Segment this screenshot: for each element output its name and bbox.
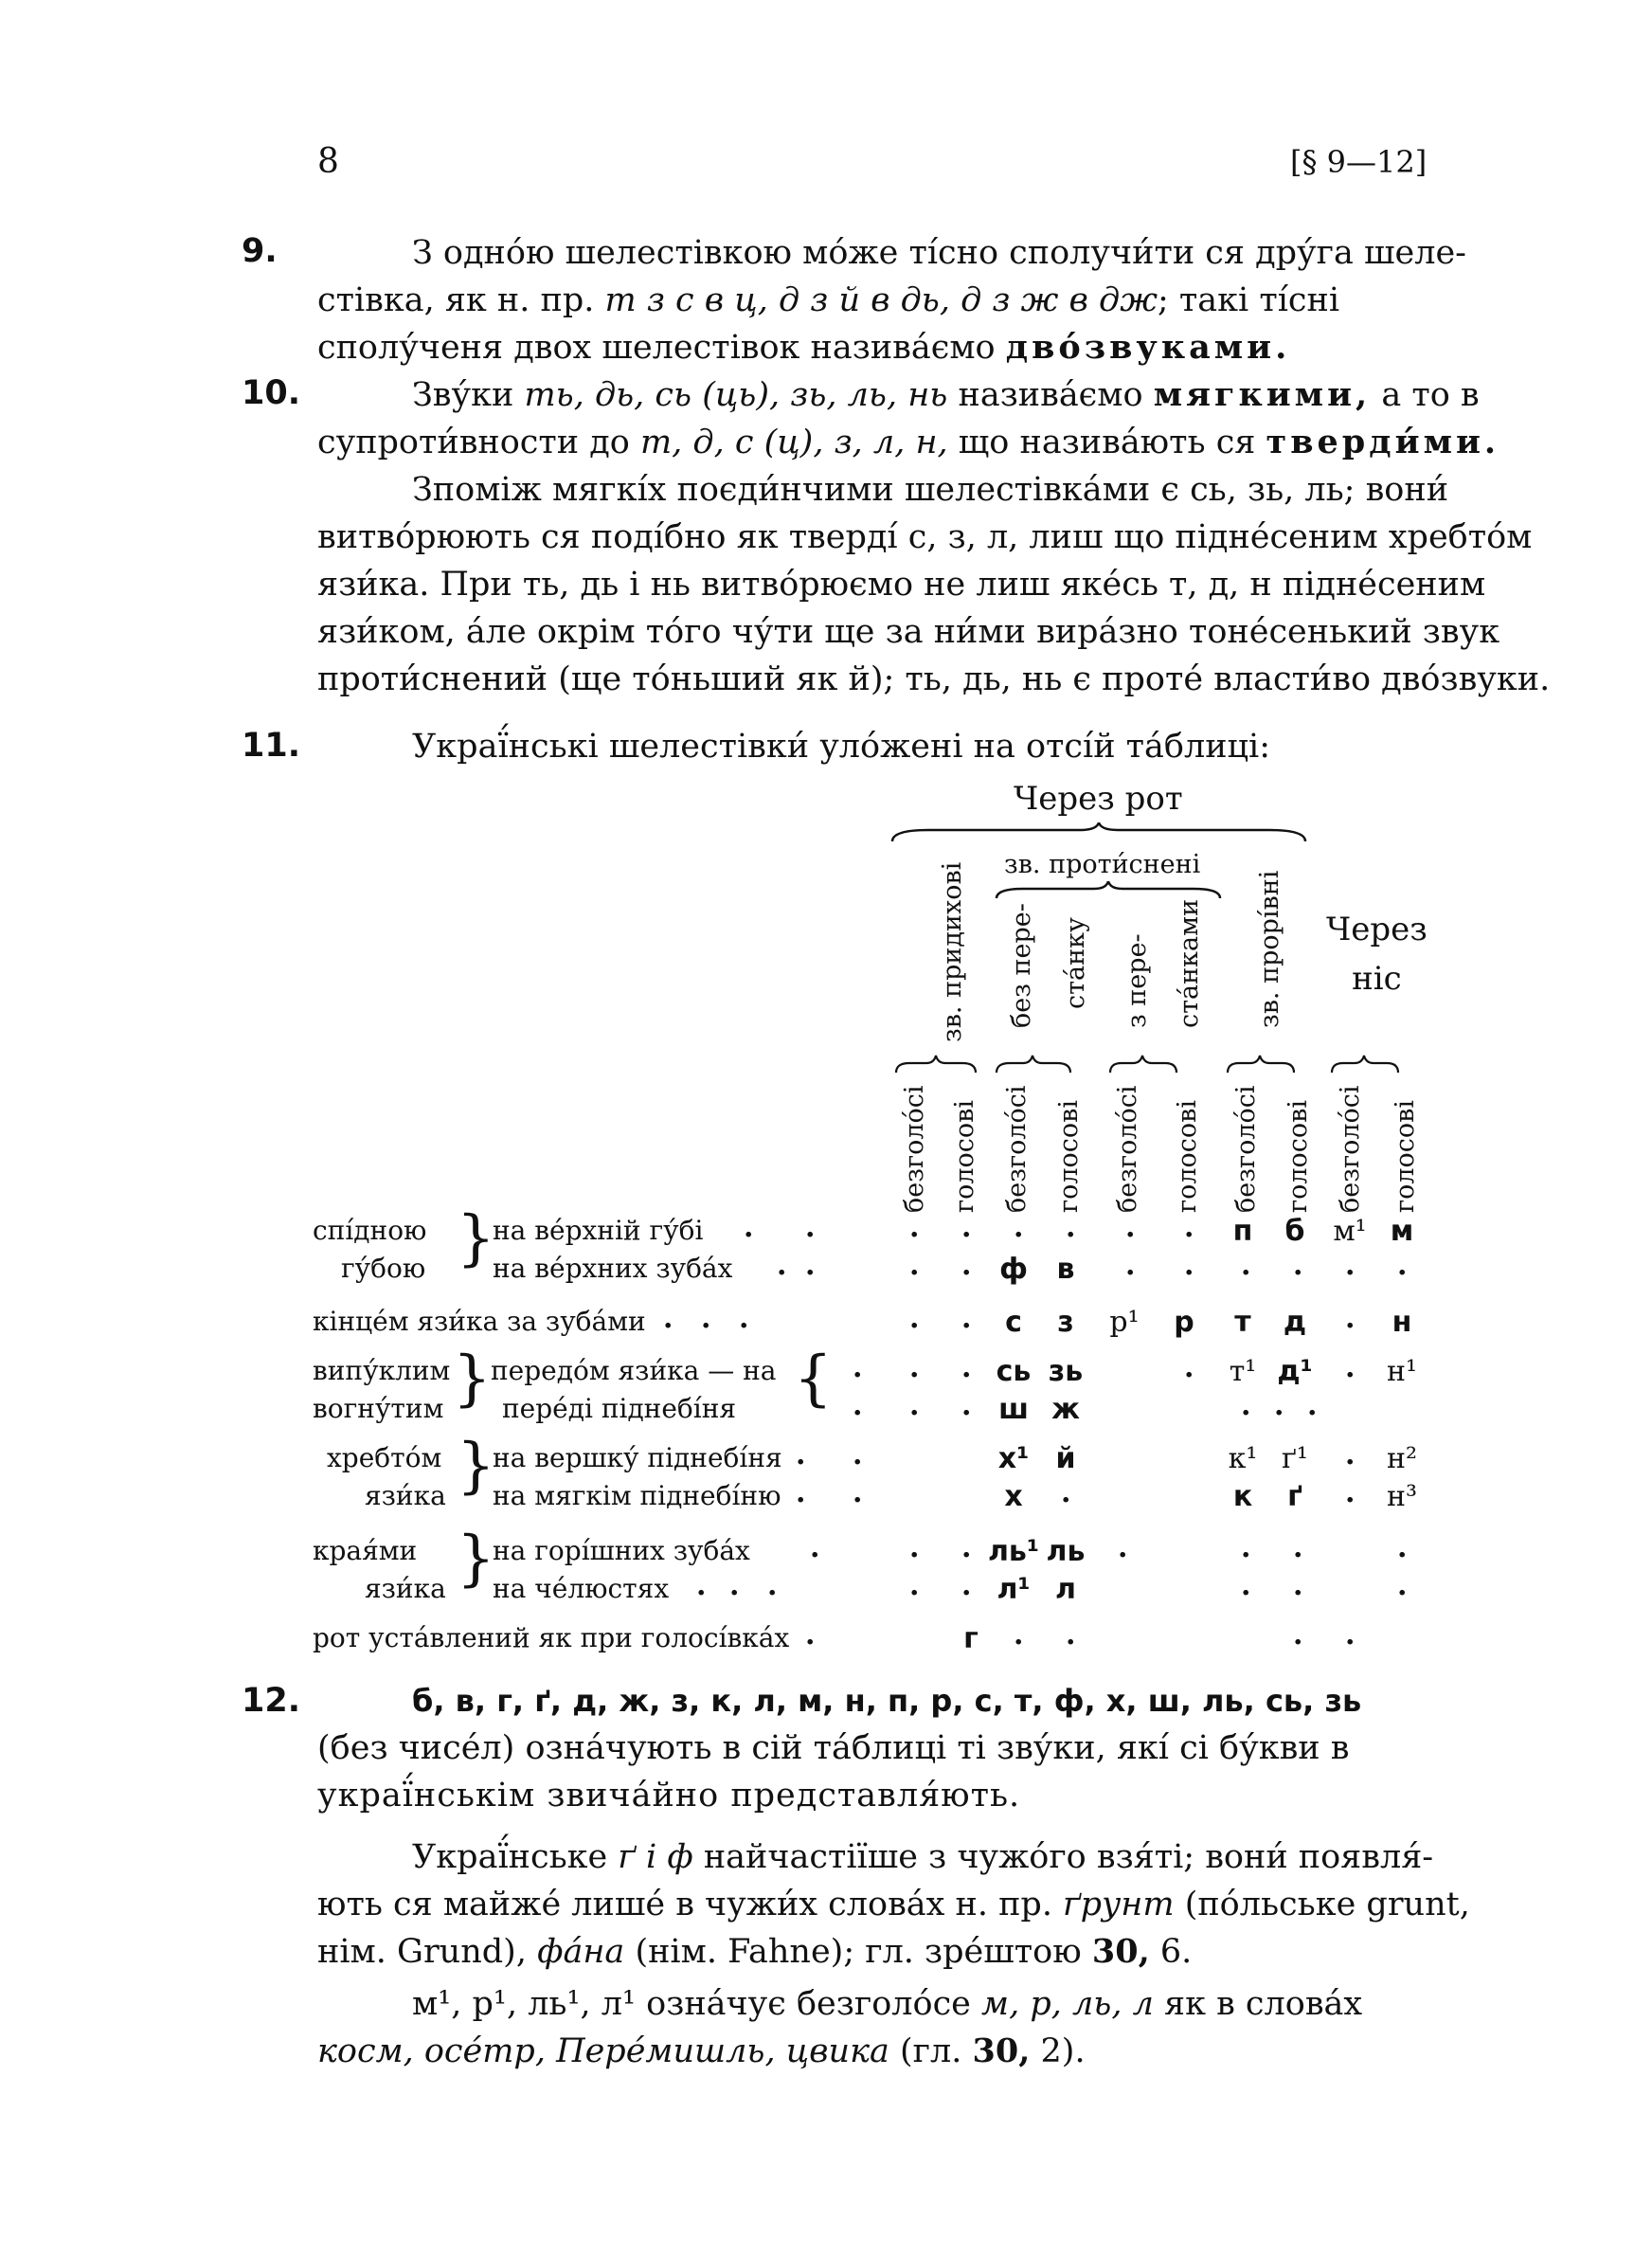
p12-s2l1b: ґ і ф <box>618 1838 693 1876</box>
cell-dot: . <box>909 1249 920 1282</box>
p10-l2b: т, д, с (ц), з, л, н, <box>639 424 948 461</box>
cell-k: к <box>1232 1480 1253 1513</box>
col-group-with-stop-2: ста́нками <box>1175 898 1204 1028</box>
dot: . <box>796 1476 806 1509</box>
paragraph-9 <box>317 229 1466 371</box>
row-6-left: хребто́м <box>327 1442 442 1473</box>
p10-l2d: тверди́ми. <box>1266 423 1500 461</box>
cell-dot: . <box>909 1351 920 1384</box>
cell-dot: . <box>1345 1618 1356 1652</box>
p12-s2l3a: нім. Grund), <box>317 1933 527 1971</box>
cell-d: д <box>1283 1306 1307 1339</box>
p12-s2l3e: 6. <box>1159 1933 1193 1971</box>
p12-s3l1b: озна́чує безголо́се <box>646 1985 971 2023</box>
col-1-voiceless: безголо́сі <box>900 1085 929 1213</box>
row-2-left: гу́бою <box>341 1253 426 1284</box>
compressed-brace <box>995 881 1222 900</box>
cell-s: с <box>1005 1306 1022 1339</box>
p12-s3l2b: (гл. <box>899 2032 962 2070</box>
paragraph-number-11: 11. <box>242 727 301 765</box>
through-nose-header <box>1326 905 1428 1003</box>
p12-line-2: (без чисе́л) озна́чують в сій та́блиці ті зву́ки, які́ сі бу́кви в <box>317 1729 1350 1767</box>
p12-s2l1a: Украї́нське <box>412 1838 608 1876</box>
rows-4-5-brace-right: { <box>794 1344 833 1414</box>
col-10-voiced: голосові <box>1391 1099 1420 1213</box>
dot: . <box>853 1351 863 1384</box>
paragraph-10 <box>317 371 1551 703</box>
cell-n: н <box>1392 1306 1412 1339</box>
cell-g1: ґ¹ <box>1282 1442 1308 1475</box>
cell-tj: т¹ <box>1229 1355 1257 1388</box>
cell-dot: . <box>909 1569 920 1602</box>
p10-l1b: ть, дь, сь (ць), зь, ль, нь <box>524 376 948 414</box>
p10-s2-line-4: язи́ком, а́ле окрім то́го чу́ти ще за ни́ми вира́зно тоне́сенький звук <box>317 613 1500 651</box>
dot: . <box>701 1302 711 1335</box>
cell-m1: м¹ <box>1333 1215 1367 1248</box>
p10-s2-line-5: проти́снений (ще то́ньший як й); ть, дь, нь є проте́ власти́во дво́звуки. <box>317 660 1551 698</box>
cell-dot: . <box>909 1389 920 1422</box>
p10-l2c: що назива́ють ся <box>958 424 1256 461</box>
p10-l1c: назива́ємо <box>958 376 1143 414</box>
col-4-voiced: голосові <box>1054 1099 1084 1213</box>
cell-dot: . <box>1066 1618 1076 1652</box>
cell-dot: . <box>961 1569 972 1602</box>
cell-g: ґ <box>1287 1480 1302 1513</box>
p10-l1a: Зву́ки <box>412 376 514 414</box>
cell-dot: . <box>1241 1249 1251 1282</box>
cell-dot: . <box>909 1531 920 1564</box>
cell-dot: . <box>1184 1211 1194 1244</box>
dot: . <box>853 1389 863 1422</box>
cell-dot: . <box>961 1531 972 1564</box>
paragraph-12-second <box>317 1833 1470 1976</box>
p9-l3a: сполу́ченя двох шелестівок назива́ємо <box>317 329 996 367</box>
cell-dot: . <box>1345 1476 1356 1509</box>
p12-s2-line-1 <box>317 1833 1434 1881</box>
dot: . <box>796 1438 806 1472</box>
cell-b: б <box>1284 1215 1305 1248</box>
row-6-mid: на вершку́ піднебі́ня <box>493 1442 782 1473</box>
p9-line-3 <box>317 324 1426 371</box>
p12-s2l2c: (по́льське grunt, <box>1184 1886 1470 1923</box>
p12-s2l1c: найчастіїше з чужо́го взя́ті; вони́ появля́- <box>703 1838 1434 1876</box>
dot: . <box>767 1569 778 1602</box>
cell-dot: . <box>1184 1351 1194 1384</box>
section-reference: [§ 9—12] <box>1290 144 1428 180</box>
compressed-header: зв. проти́снені <box>1004 850 1201 879</box>
dot: . <box>729 1569 740 1602</box>
through-nose-l2: ніс <box>1352 960 1402 998</box>
row-4-left: випу́клим <box>313 1355 451 1386</box>
p9-l3b: дво́звуками. <box>1005 328 1291 367</box>
dot: . <box>744 1211 754 1244</box>
col-5-voiceless: безголо́сі <box>1113 1085 1142 1213</box>
p9-line-2 <box>317 277 1426 324</box>
p12-s2-line-2 <box>317 1881 1470 1928</box>
dot: . <box>805 1618 816 1652</box>
cell-l: л <box>1055 1573 1076 1606</box>
cell-dot: . <box>1241 1389 1251 1422</box>
dot: . <box>696 1569 707 1602</box>
col-7-voiceless: безголо́сі <box>1231 1085 1261 1213</box>
through-nose-l1: Через <box>1326 911 1428 948</box>
col-2-voiced: голосові <box>950 1099 979 1213</box>
p12-s2l3c: (нім. Fahne); гл. зре́штою <box>635 1933 1082 1971</box>
cell-dot: . <box>961 1211 972 1244</box>
cell-lj: ль <box>1046 1535 1086 1568</box>
cell-dot: . <box>1293 1618 1303 1652</box>
cell-dot: . <box>1125 1211 1136 1244</box>
row-5-mid: пере́ді піднебі́ня <box>502 1393 737 1424</box>
cell-dot: . <box>1397 1249 1408 1282</box>
p12-s2l3d: 30, <box>1091 1932 1150 1971</box>
cell-dot: . <box>909 1211 920 1244</box>
subgroup-braces <box>890 1052 1421 1080</box>
cell-dot: . <box>1066 1211 1076 1244</box>
cell-dot: . <box>1397 1569 1408 1602</box>
rows-4-5-brace: } <box>453 1344 492 1414</box>
row-1-left: спі́дною <box>313 1215 427 1246</box>
cell-zj: зь <box>1048 1355 1084 1388</box>
cell-v: в <box>1056 1253 1075 1286</box>
row-10-left: рот уста́влений як при голосі́вка́х <box>313 1622 790 1653</box>
cell-dot: . <box>961 1389 972 1422</box>
cell-l1: л¹ <box>997 1573 1031 1606</box>
p10-line-2 <box>317 419 1500 466</box>
cell-dot: . <box>1274 1389 1284 1422</box>
dot: . <box>805 1211 816 1244</box>
p12-s3l2d: 2). <box>1040 2032 1086 2070</box>
row-3-left: кінце́м язи́ка за зуба́ми <box>313 1306 646 1337</box>
cell-dot: . <box>1293 1531 1303 1564</box>
row-9-left: язи́ка <box>365 1573 446 1604</box>
cell-m: м <box>1390 1215 1414 1248</box>
cell-n3: н³ <box>1386 1480 1418 1513</box>
cell-dot: . <box>1014 1211 1024 1244</box>
cell-r1: р¹ <box>1109 1306 1140 1339</box>
cell-z: з <box>1057 1306 1074 1339</box>
cell-dot: . <box>1241 1531 1251 1564</box>
p10-l2a: супроти́вности до <box>317 424 630 461</box>
p12-s3l2c: 30, <box>972 2031 1031 2070</box>
col-group-no-stop-2: ста́нку <box>1061 917 1090 1009</box>
dot: . <box>663 1302 673 1335</box>
rows-8-9-brace: } <box>457 1524 495 1594</box>
p12-s3-line-1 <box>317 1980 1426 2028</box>
cell-sj: сь <box>996 1355 1032 1388</box>
p12-s3l2a: косм, осе́тр, Пере́мишль, цвика <box>317 2032 889 2070</box>
p12-line-3: украї́нськім звича́йно представля́ють. <box>317 1777 1021 1815</box>
paragraph-12 <box>317 1677 1426 1819</box>
row-9-mid: на че́люстях <box>493 1573 670 1604</box>
dot: . <box>810 1531 820 1564</box>
dot: . <box>805 1249 816 1282</box>
p9-l2b: т з с в ц, д з й в дь, д з ж в дж <box>604 281 1158 319</box>
p9-l2a: стівка, як н. пр. <box>317 281 595 319</box>
p10-s2-line-1: Зпоміж мягкі́х поєди́нчими шелестівка́ми є сь, зь, ль; вони́ <box>412 471 1449 509</box>
rows-6-7-brace: } <box>457 1431 495 1501</box>
row-5-left: вогну́тим <box>313 1393 444 1424</box>
dot: . <box>853 1438 863 1472</box>
p9-l2c: ; такі ті́сні <box>1158 281 1340 319</box>
row-2-mid: на ве́рхних зуба́х <box>493 1253 733 1284</box>
cell-k1: к¹ <box>1228 1442 1258 1475</box>
cell-dot: . <box>1307 1389 1318 1422</box>
cell-sh: ш <box>998 1393 1029 1426</box>
col-6-voiced: голосові <box>1173 1099 1202 1213</box>
cell-dot: . <box>1345 1249 1356 1282</box>
cell-p: п <box>1232 1215 1253 1248</box>
through-mouth-header: Через рот <box>1014 780 1183 818</box>
row-1-mid: на ве́рхній гу́бі <box>493 1215 704 1246</box>
cell-n2: н² <box>1386 1442 1418 1475</box>
row-7-left: язи́ка <box>365 1480 446 1511</box>
cell-dot: . <box>1241 1569 1251 1602</box>
p12-s2l2b: ґрунт <box>1063 1886 1175 1923</box>
cell-dot: . <box>1293 1249 1303 1282</box>
p12-letters: б, в, г, ґ, д, ж, з, к, л, м, н, п, р, с, т, ф, х, ш, ль, сь, зь <box>412 1683 1362 1719</box>
p9-line-1: З одно́ю шелестівкою мо́же ті́сно сполучи́ти ся дру́га шеле- <box>412 234 1466 272</box>
col-3-voiceless: безголо́сі <box>1002 1085 1032 1213</box>
cell-dot: . <box>961 1249 972 1282</box>
p12-s2-line-3 <box>317 1928 1426 1976</box>
cell-dot: . <box>1014 1618 1024 1652</box>
col-group-burst: зв. прорі́вні <box>1255 870 1284 1028</box>
row-8-left: края́ми <box>313 1535 418 1566</box>
col-group-no-stop-1: без пере- <box>1007 903 1036 1028</box>
cell-dot: . <box>1118 1531 1128 1564</box>
cell-dot: . <box>1293 1569 1303 1602</box>
cell-dot: . <box>1345 1351 1356 1384</box>
row-7-mid: на мягкім піднебі́ню <box>493 1480 781 1511</box>
cell-dot: . <box>1397 1531 1408 1564</box>
row-4-mid: передо́м язи́ка — на <box>491 1355 777 1386</box>
p12-s3l1a: м¹, р¹, ль¹, л¹ <box>412 1985 637 2023</box>
cell-h: г <box>963 1622 979 1655</box>
cell-dot: . <box>1345 1302 1356 1335</box>
cell-dot: . <box>909 1302 920 1335</box>
cell-j: й <box>1055 1442 1076 1475</box>
paragraph-number-10: 10. <box>242 374 301 412</box>
p10-s2-line-2: витво́рюють ся поді́бно як тверді́ с, з, л, лиш що підне́сеним хребто́м <box>317 518 1533 556</box>
cell-nj: н¹ <box>1386 1355 1418 1388</box>
cell-x1: х¹ <box>997 1442 1030 1475</box>
col-group-with-stop-1: з пере- <box>1122 933 1152 1028</box>
p10-line-1 <box>317 371 1480 419</box>
page-number: 8 <box>317 142 339 181</box>
p10-s2-line-3: язи́ка. При ть, дь і нь витво́рюємо не лиш яке́сь т, д, н підне́сеним <box>317 566 1486 604</box>
col-9-voiceless: безголо́сі <box>1336 1085 1365 1213</box>
rows-1-2-brace: } <box>457 1203 495 1273</box>
col-8-voiced: голосові <box>1284 1099 1313 1213</box>
p12-s3l1d: як в слова́х <box>1164 1985 1363 2023</box>
p12-s2l3b: фа́на <box>537 1933 625 1971</box>
cell-r: р <box>1174 1306 1194 1339</box>
cell-lj1: ль¹ <box>987 1535 1040 1568</box>
row-8-mid: на горі́шних зуба́х <box>493 1535 750 1566</box>
cell-dj: д¹ <box>1277 1355 1313 1388</box>
paragraph-number-9: 9. <box>242 232 278 270</box>
through-mouth-brace <box>890 822 1307 845</box>
cell-t: т <box>1234 1306 1251 1339</box>
dot: . <box>777 1249 787 1282</box>
paragraph-number-12: 12. <box>242 1682 301 1720</box>
p10-l1d: мягкими, <box>1153 375 1372 414</box>
p12-s2l2a: ють ся майже́ лише́ в чужи́х слова́х н. пр. <box>317 1886 1052 1923</box>
paragraph-12-third <box>317 1980 1426 2075</box>
cell-f: ф <box>999 1253 1028 1286</box>
p10-l1e: а то в <box>1381 376 1480 414</box>
cell-dot: . <box>1125 1249 1136 1282</box>
paragraph-11: Украї́нські шелестівки́ уло́жені на отсі́й та́блиці: <box>412 728 1271 766</box>
cell-zh: ж <box>1051 1393 1080 1426</box>
cell-dot: . <box>961 1302 972 1335</box>
col-group-breath: зв. придихові <box>938 861 967 1042</box>
dot: . <box>853 1476 863 1509</box>
cell-dot: . <box>1184 1249 1194 1282</box>
p12-s3l1c: м, р, ль, л <box>981 1985 1154 2023</box>
p12-s3-line-2 <box>317 2028 1426 2075</box>
cell-dot: . <box>1345 1438 1356 1472</box>
dot: . <box>739 1302 749 1335</box>
cell-dot: . <box>961 1351 972 1384</box>
cell-dot: . <box>1061 1476 1071 1509</box>
cell-x: х <box>1004 1480 1023 1513</box>
